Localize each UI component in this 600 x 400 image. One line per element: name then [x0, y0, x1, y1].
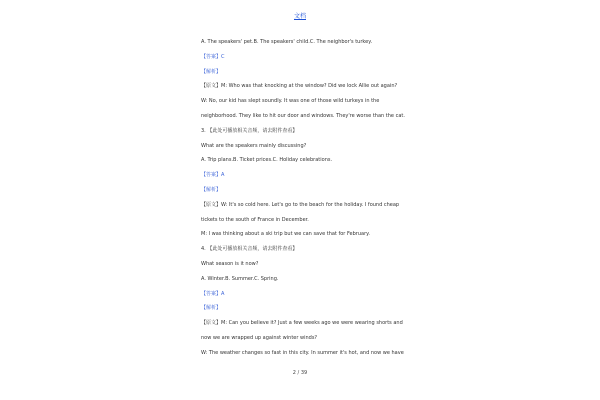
document-body: [201, 37, 411, 363]
page-indicator: 2 / 39: [292, 370, 308, 376]
transcript-line: W: The weather changes so fast in this city. In summer it's hot, and now we have: [201, 349, 404, 356]
transcript-line: tickets to the south of France in December.: [201, 216, 309, 223]
question-text: What season is it now?: [201, 260, 259, 267]
options-line: A. Trip plans.B. Ticket prices.C. Holiday celebrations.: [201, 157, 333, 164]
analysis-label: 【解析】: [201, 68, 222, 75]
transcript-line: M: I was thinking about a ski trip but we can save that for February.: [201, 231, 370, 238]
options-line: A. Winter.B. Summer.C. Spring.: [201, 275, 279, 282]
transcript-line: now we are wrapped up against winter winds?: [201, 334, 318, 341]
question-number-line: 4. 【此处可播放相关音频，请去附件查看】: [201, 246, 298, 253]
transcript-line: W: No, our kid has slept soundly. It was one of those wild turkeys in the: [201, 98, 380, 105]
answer-label: 【答案】A: [201, 290, 225, 297]
transcript-line: 【原文】W: It's so cold here. Let's go to the beach for the holiday. I found cheap: [201, 201, 400, 208]
header-link[interactable]: 文档: [293, 13, 306, 20]
transcript-line: 【原文】M: Who was that knocking at the window? Did we lock Allie out again?: [201, 83, 398, 90]
analysis-label: 【解析】: [201, 186, 222, 193]
options-line: A. The speakers' pet.B. The speakers' child.C. The neighbor's turkey.: [201, 39, 373, 45]
answer-label: 【答案】A: [201, 172, 225, 179]
transcript-line: neighborhood. They like to hit our door and windows. They're worse than the cat.: [201, 112, 405, 119]
analysis-label: 【解析】: [201, 305, 222, 312]
answer-label: 【答案】C: [201, 53, 225, 60]
transcript-line: 【原文】M: Can you believe it? Just a few weeks ago we were wearing shorts and: [201, 320, 403, 327]
question-text: What are the speakers mainly discussing?: [201, 142, 307, 149]
question-number-line: 3. 【此处可播放相关音频，请去附件查看】: [201, 127, 298, 134]
